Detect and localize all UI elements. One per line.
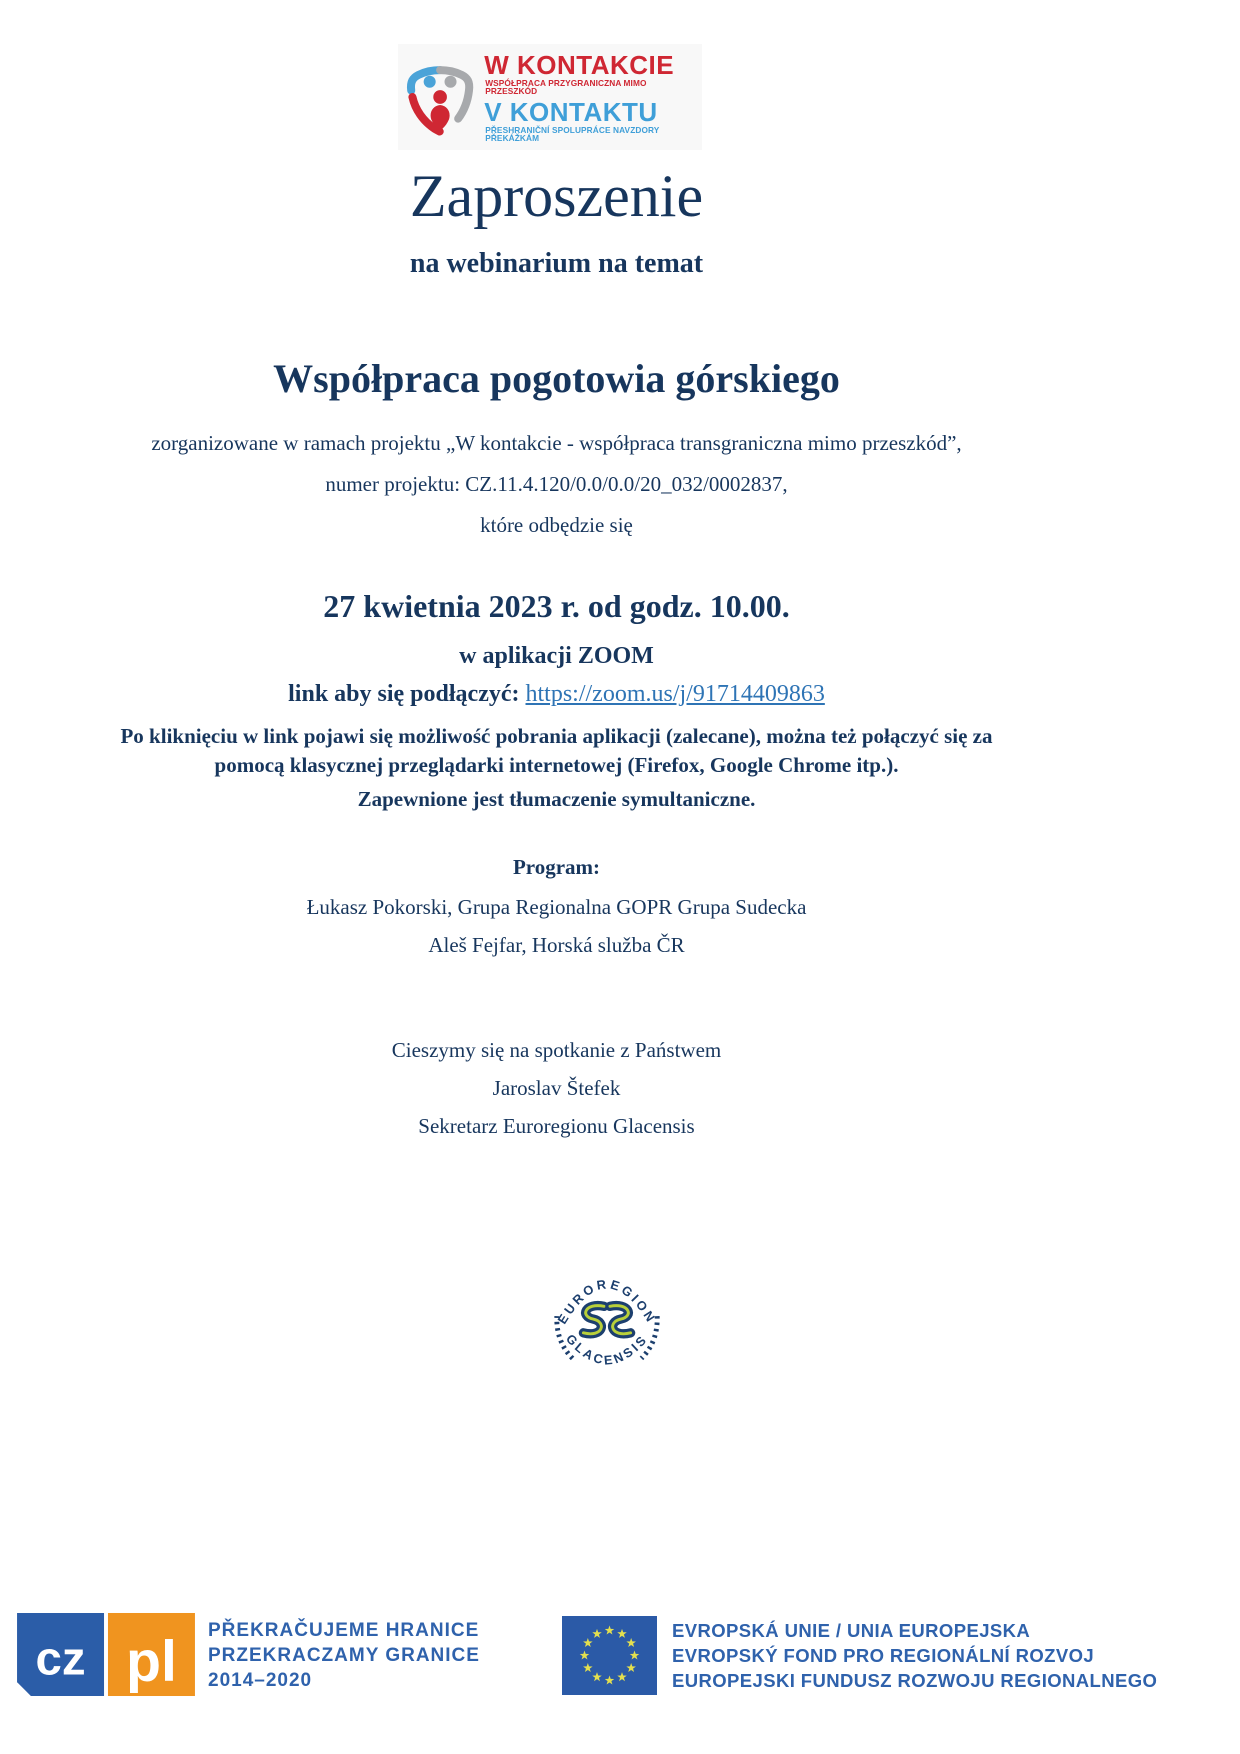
closing-greeting: Cieszymy się na spotkanie z Państwem: [391, 1038, 722, 1062]
czpl-pl-label: pl: [125, 1630, 177, 1695]
eu-fund-cz: EVROPSKÝ FOND PRO REGIONÁLNÍ ROZVOJ: [672, 1645, 1095, 1666]
signature-role: Sekretarz Euroregionu Glacensis: [418, 1114, 695, 1138]
zoom-meeting-link[interactable]: https://zoom.us/j/91714409863: [525, 681, 825, 707]
signature-name: Jaroslav Štefek: [492, 1076, 621, 1100]
eu-flag-icon: [562, 1616, 657, 1695]
eu-union-line: EVROPSKÁ UNIE / UNIA EUROPEJSKA: [672, 1620, 1031, 1641]
czpl-slogan-pl: PRZEKRACZAMY GRANICE: [208, 1645, 480, 1666]
shield-people-icon: [400, 54, 480, 140]
project-info-line3: które odbędzie się: [480, 513, 633, 537]
page-title: Zaproszenie: [409, 163, 704, 229]
program-item: Łukasz Pokorski, Grupa Regionalna GOPR Grupa Sudecka: [306, 895, 807, 919]
seal-top-text: EUROREGION: [554, 1276, 660, 1327]
instructions-line1: Po kliknięciu w link pojawi się możliwość pobrania aplikacji (zalecane), można też połączyć się za: [120, 724, 993, 748]
euroregion-glacensis-seal-icon: [548, 1265, 666, 1383]
seal-bottom-text: GLACENSIS: [563, 1331, 651, 1368]
czpl-period: 2014–2020: [208, 1670, 313, 1691]
logo-title-cz: V KONTAKTU: [484, 96, 658, 127]
program-item: Aleš Fejfar, Horská služba ČR: [428, 933, 685, 957]
instructions-line2: pomocą klasycznej przeglądarki internetowej (Firefox, Google Chrome itp.).: [214, 753, 899, 777]
webinar-app: w aplikacji ZOOM: [459, 643, 654, 669]
svg-text:GLACENSIS: [563, 1331, 651, 1368]
eu-funds-text: [672, 1618, 1157, 1693]
logo-title-pl: W KONTAKCIE: [484, 49, 675, 80]
eu-fund-pl: EUROPEJSKI FUNDUSZ ROZWOJU REGIONALNEGO: [672, 1670, 1158, 1691]
project-info-line2: numer projektu: CZ.11.4.120/0.0/0.0/20_032/0002837,: [325, 472, 788, 496]
svg-text:EUROREGION: [554, 1276, 659, 1327]
page-subtitle: na webinarium na temat: [409, 248, 704, 279]
project-info-line1: zorganizowane w ramach projektu „W kontakcie - współpraca transgraniczna mimo przeszkód”,: [151, 431, 962, 455]
logo-subtitle-pl: WSPÓŁPRACA PRZYGRANICZNA MIMO PRZESZKÓD: [485, 77, 647, 97]
czpl-programme-logo-icon: [16, 1612, 196, 1697]
join-link-label: link aby się podłączyć:: [288, 681, 520, 707]
project-logo: [398, 44, 702, 150]
logo-subtitle-cz: PŘESHRANIČNÍ SPOLUPRÁCE NAVZDORY PŘEKÁŽKÁM: [485, 124, 660, 143]
czpl-slogan-cz: PŘEKRAČUJEME HRANICE: [208, 1620, 480, 1641]
project-logo-text: [484, 49, 700, 143]
webinar-datetime: 27 kwietnia 2023 r. od godz. 10.00.: [323, 588, 790, 624]
translation-note: Zapewnione jest tłumaczenie symultaniczne.: [357, 787, 756, 811]
webinar-topic: Współpraca pogotowia górskiego: [273, 356, 840, 401]
czpl-programme-text: [208, 1618, 480, 1693]
program-heading: Program:: [512, 855, 601, 879]
join-link-line: [0, 681, 1113, 708]
czpl-cz-label: cz: [35, 1632, 86, 1686]
